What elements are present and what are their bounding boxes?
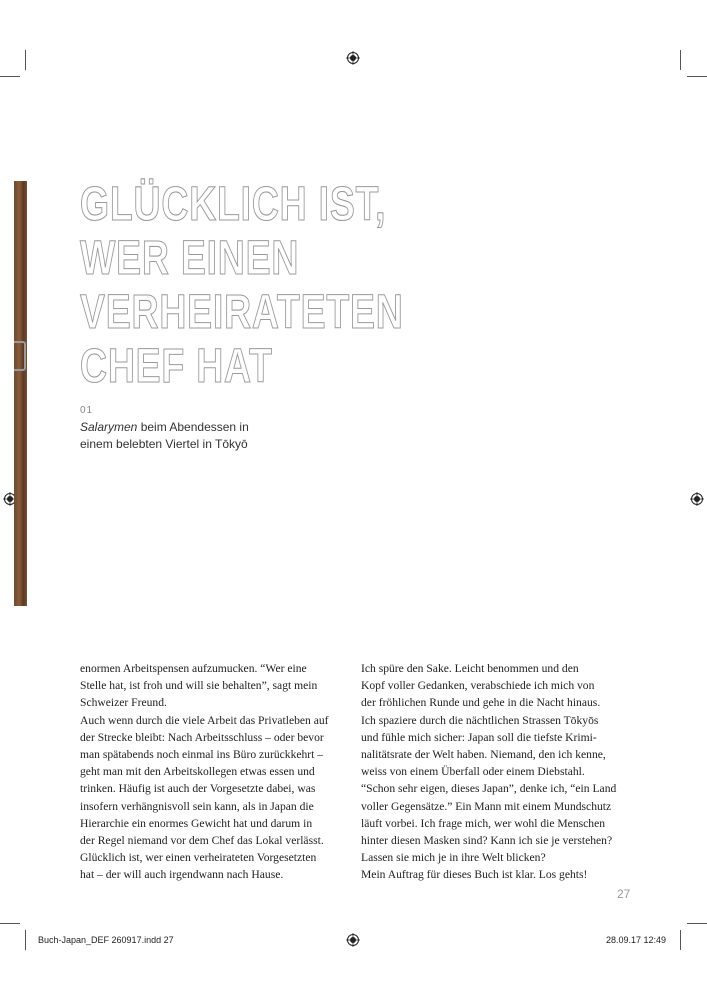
crop-mark: [25, 50, 26, 70]
body-column-right: [361, 660, 631, 884]
caption-line: [80, 419, 249, 436]
slug-filename: Buch-Japan_DEF 260917.indd 27: [38, 935, 174, 945]
text-line: enormen Arbeitspensen aufzumucken. “Wer eine: [80, 662, 307, 675]
crop-mark: [687, 923, 707, 924]
text-line: “Schon sehr eigen, dieses Japan”, denke ich, “ein Land: [361, 782, 617, 796]
text-line: Stelle hat, ist froh und will sie behalten”, sagt mein: [80, 679, 318, 693]
text-line: Hierarchie ein enormes Gewicht hat und darum in: [80, 816, 313, 830]
text-line: Lassen sie mich je in ihre Welt blicken?: [361, 851, 546, 865]
crop-mark: [687, 76, 707, 77]
heading-line: GLÜCKLICH IST,: [80, 178, 387, 231]
page-number: 27: [617, 887, 631, 901]
chapter-heading: [80, 178, 404, 394]
photo-caption: [80, 402, 249, 453]
text-line: der Regel niemand vor dem Chef das Lokal verlässt.: [80, 834, 324, 848]
text-line: voller Gegensätze.” Ein Mann mit einem Mundschutz: [361, 799, 612, 813]
registration-mark-icon: [690, 492, 704, 506]
text-line: Mein Auftrag für dieses Buch ist klar. Los gehts!: [361, 868, 588, 882]
text-line: trinken. Häufig ist auch der Vorgesetzte dabei, was: [80, 782, 316, 796]
caption-italic: Salarymen: [80, 420, 138, 434]
crop-mark: [0, 76, 20, 77]
body-column-left: [80, 660, 350, 884]
text-line: Ich spüre den Sake. Leicht benommen und den: [361, 662, 579, 675]
crop-mark: [680, 50, 681, 70]
crop-mark: [680, 930, 681, 950]
text-line: insofern verhängnisvoll sein kann, als in Japan die: [80, 799, 314, 813]
text-line: weiss von einem Überfall oder einem Diebstahl.: [361, 765, 585, 779]
text-line: Auch wenn durch die viele Arbeit das Privatleben auf: [80, 713, 329, 727]
heading-line: CHEF HAT: [80, 340, 273, 393]
heading-line: VERHEIRATETEN: [80, 286, 404, 339]
text-line: der Strecke bleibt: Nach Arbeitsschluss – oder bevor: [80, 730, 324, 744]
text-line: man spätabends noch einmal ins Büro zurückkehrt –: [80, 748, 324, 762]
text-line: geht man mit den Arbeitskollegen etwas essen und: [80, 765, 315, 779]
crop-mark: [0, 923, 20, 924]
text-line: hat – der will auch irgendwann nach Hause.: [80, 868, 284, 882]
text-line: und fühle mich sicher: Japan soll die tiefste Krimi-: [361, 730, 597, 744]
caption-line: einem belebten Viertel in Tōkyō: [80, 437, 248, 451]
photo-bleed-strip: [14, 181, 27, 606]
door-handle: [14, 341, 26, 371]
text-line: läuft vorbei. Ich frage mich, wer wohl die Menschen: [361, 816, 606, 830]
heading-line: WER EINEN: [80, 232, 300, 285]
registration-mark-icon: [346, 933, 360, 947]
text-line: Glücklich ist, wer einen verheirateten Vorgesetzten: [80, 851, 317, 865]
text-line: nalitätsrate der Welt haben. Niemand, den ich kenne,: [361, 748, 606, 762]
slug-timestamp: 28.09.17 12:49: [606, 935, 667, 945]
text-line: der fröhlichen Runde und gehe in die Nacht hinaus.: [361, 696, 601, 710]
crop-mark: [25, 930, 26, 950]
text-line: Schweizer Freund.: [80, 696, 167, 710]
caption-text: beim Abendessen in: [137, 420, 249, 434]
text-line: Ich spaziere durch die nächtlichen Strassen Tōkyōs: [361, 713, 599, 727]
registration-mark-icon: [346, 51, 360, 65]
text-line: Kopf voller Gedanken, verabschiede ich mich von: [361, 679, 595, 693]
text-line: hinter diesen Masken sind? Kann ich sie je verstehen?: [361, 834, 613, 848]
caption-number: 01: [80, 405, 94, 416]
